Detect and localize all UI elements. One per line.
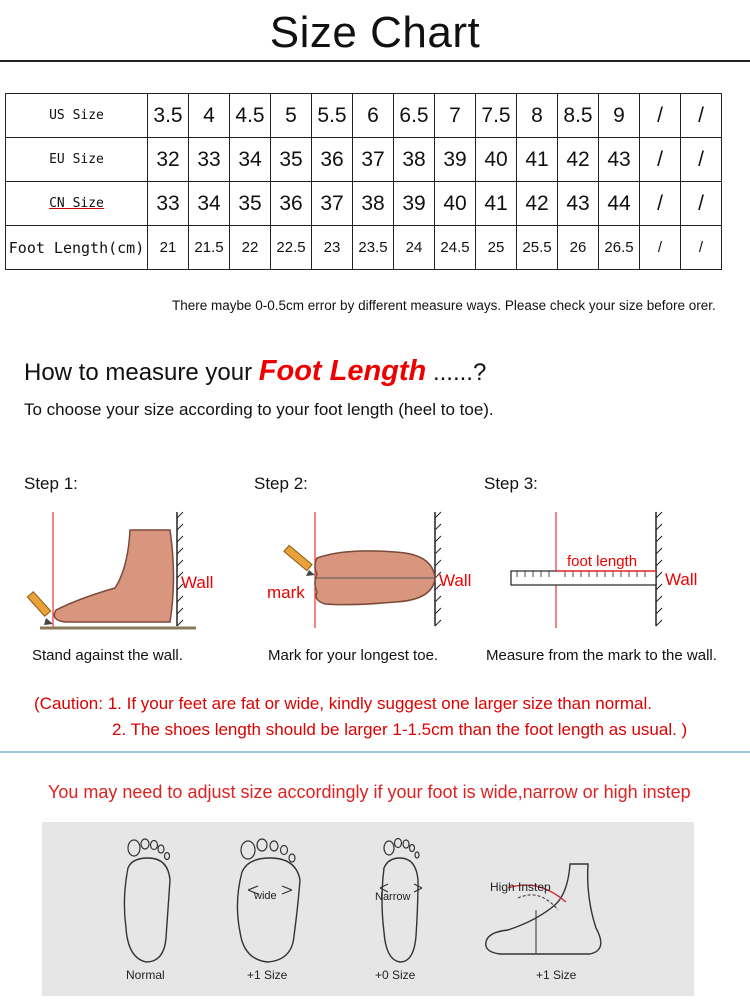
adjust-size-note: You may need to adjust size accordingly if your foot is wide,narrow or high instep xyxy=(48,782,691,802)
row-header-label: CN Size xyxy=(49,196,104,211)
foot-length-label: foot length xyxy=(567,553,638,570)
table-cell: 41 xyxy=(476,182,517,226)
step-3-label: Step 3: xyxy=(484,474,538,493)
wall-hatch xyxy=(435,512,441,626)
step-2-caption: Mark for your longest toe. xyxy=(268,647,439,664)
table-cell: / xyxy=(681,138,722,182)
table-cell: 34 xyxy=(230,138,271,182)
wall-hatch xyxy=(656,512,662,626)
foot-types-panel xyxy=(42,822,694,996)
wall-label: Wall xyxy=(181,573,214,592)
page-title: Size Chart xyxy=(269,8,481,57)
pencil-icon xyxy=(284,545,315,576)
table-row-cn xyxy=(6,182,722,226)
high-instep-foot-icon xyxy=(478,858,618,963)
table-cell: 38 xyxy=(394,138,435,182)
table-cell: 7 xyxy=(435,94,476,138)
step-1-caption: Stand against the wall. xyxy=(32,647,183,664)
table-cell: 40 xyxy=(476,138,517,182)
table-cell: 8.5 xyxy=(558,94,599,138)
howto-prefix: How to measure your xyxy=(24,359,259,386)
table-cell: 25.5 xyxy=(517,226,558,270)
table-row-foot-length xyxy=(6,226,722,270)
howto-heading xyxy=(24,355,486,388)
table-cell: 44 xyxy=(599,182,640,226)
table-cell: / xyxy=(681,226,722,270)
step-1-label: Step 1: xyxy=(24,474,78,493)
table-cell: / xyxy=(640,138,681,182)
table-cell: 9 xyxy=(599,94,640,138)
table-row-eu xyxy=(6,138,722,182)
step-1-illustration xyxy=(20,508,230,638)
table-cell: 7.5 xyxy=(476,94,517,138)
step-3-illustration xyxy=(505,508,725,638)
row-header: Foot Length(cm) xyxy=(6,226,148,270)
caution-line-2: 2. The shoes length should be larger 1-1.5cm than the foot length as usual. ) xyxy=(112,720,688,739)
table-cell: 42 xyxy=(517,182,558,226)
table-cell: 6 xyxy=(353,94,394,138)
measurement-error-note: There maybe 0-0.5cm error by different measure ways. Please check your size before orer. xyxy=(172,298,716,313)
section-divider xyxy=(0,751,750,753)
foot-inner-label: High Instep xyxy=(490,880,551,894)
table-cell: / xyxy=(640,94,681,138)
step-3-caption: Measure from the mark to the wall. xyxy=(486,647,717,664)
table-cell: 43 xyxy=(599,138,640,182)
table-cell: 35 xyxy=(271,138,312,182)
table-cell: 5 xyxy=(271,94,312,138)
table-cell: 22.5 xyxy=(271,226,312,270)
table-cell: 4 xyxy=(189,94,230,138)
table-cell: 42 xyxy=(558,138,599,182)
table-cell: 25 xyxy=(476,226,517,270)
step-2-label: Step 2: xyxy=(254,474,308,493)
table-cell: 22 xyxy=(230,226,271,270)
table-cell: 43 xyxy=(558,182,599,226)
table-cell: 26 xyxy=(558,226,599,270)
foot-type-label: +1 Size xyxy=(247,968,288,982)
foot-inner-label: Narrow xyxy=(375,891,411,903)
foot-type-label: +1 Size xyxy=(536,968,577,982)
table-cell: 5.5 xyxy=(312,94,353,138)
wall-label: Wall xyxy=(665,570,698,589)
table-cell: 23 xyxy=(312,226,353,270)
foot-side-shape xyxy=(54,530,173,622)
table-cell: 8 xyxy=(517,94,558,138)
table-cell: 33 xyxy=(148,182,189,226)
wall-hatch xyxy=(177,512,183,626)
mark-label: mark xyxy=(267,583,305,602)
table-cell: 4.5 xyxy=(230,94,271,138)
table-cell: 37 xyxy=(312,182,353,226)
size-chart-table xyxy=(5,93,722,270)
table-cell: 33 xyxy=(189,138,230,182)
table-cell: 24.5 xyxy=(435,226,476,270)
table-cell: / xyxy=(681,182,722,226)
foot-inner-label: wide xyxy=(254,890,277,902)
table-cell: 35 xyxy=(230,182,271,226)
foot-type-label: +0 Size xyxy=(375,968,416,982)
table-cell: 26.5 xyxy=(599,226,640,270)
table-cell: / xyxy=(640,182,681,226)
table-cell: 34 xyxy=(189,182,230,226)
table-cell: 36 xyxy=(312,138,353,182)
row-header xyxy=(6,182,148,226)
wall-label: Wall xyxy=(439,571,472,590)
step-2-illustration xyxy=(255,508,485,638)
table-row-us xyxy=(6,94,722,138)
howto-subtitle: To choose your size according to your foot length (heel to toe). xyxy=(24,400,494,419)
table-cell: 24 xyxy=(394,226,435,270)
table-cell: 41 xyxy=(517,138,558,182)
table-cell: 3.5 xyxy=(148,94,189,138)
caution-line-1: (Caution: 1. If your feet are fat or wide, kindly suggest one larger size than normal. xyxy=(34,694,652,713)
table-cell: 39 xyxy=(435,138,476,182)
howto-suffix: ......? xyxy=(426,359,487,386)
table-cell: / xyxy=(681,94,722,138)
foot-type-label: Normal xyxy=(126,968,165,982)
table-cell: 23.5 xyxy=(353,226,394,270)
table-cell: 38 xyxy=(353,182,394,226)
table-cell: 40 xyxy=(435,182,476,226)
table-cell: 21 xyxy=(148,226,189,270)
table-cell: 21.5 xyxy=(189,226,230,270)
row-header: US Size xyxy=(6,94,148,138)
row-header: EU Size xyxy=(6,138,148,182)
howto-highlight: Foot Length xyxy=(258,355,427,387)
table-cell: 39 xyxy=(394,182,435,226)
table-cell: / xyxy=(640,226,681,270)
title-divider xyxy=(0,60,750,62)
table-cell: 6.5 xyxy=(394,94,435,138)
normal-foot-icon xyxy=(112,828,182,968)
table-cell: 36 xyxy=(271,182,312,226)
pencil-icon xyxy=(27,592,53,625)
table-cell: 37 xyxy=(353,138,394,182)
table-cell: 32 xyxy=(148,138,189,182)
